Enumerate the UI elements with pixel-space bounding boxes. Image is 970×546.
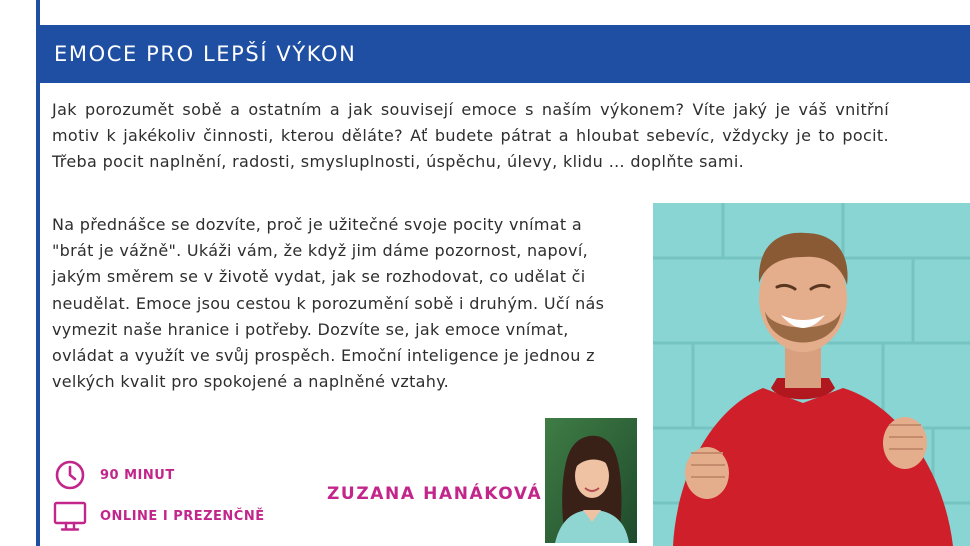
duration-label: 90 MINUT	[100, 467, 175, 483]
page-title: EMOCE PRO LEPŠÍ VÝKON	[54, 42, 357, 66]
hero-photo	[653, 203, 970, 546]
monitor-icon	[52, 498, 88, 534]
speaker-name: ZUZANA HANÁKOVÁ	[327, 484, 543, 504]
speaker-portrait	[545, 418, 637, 543]
intro-paragraph: Jak porozumět sobě a ostatním a jak souvisejí emoce s naším výkonem? Víte jaký je váš vnitřní motiv k jakékoliv činnosti, kterou děláte? Ať budete pátrat a hloubat sebevíc, vždycky je to pocit. Třeba pocit naplnění, radosti, smysluplnosti, úspěchu, úlevy, klidu … doplňte sami.	[52, 100, 889, 171]
title-bar	[38, 25, 970, 83]
duration-info	[52, 457, 175, 493]
body-paragraph: Na přednášce se dozvíte, proč je užitečné svoje pocity vnímat a "brát je vážně". Ukáži vám, že když jim dáme pozornost, napoví, jakým směrem se v životě vydat, jak se rozhodovat, co udělat či neudělat. Emoce jsou cestou k porozumění sobě i druhým. Učí nás vymezit naše hranice i potřeby. Dozvíte se, jak emoce vnímat, ovládat a využít ve svůj prospěch. Emoční inteligence je jednou z velkých kvalit pro spokojené a naplněné vztahy.	[52, 215, 605, 392]
format-info	[52, 498, 265, 534]
clock-icon	[52, 457, 88, 493]
format-label: ONLINE I PREZENČNĚ	[100, 508, 265, 524]
